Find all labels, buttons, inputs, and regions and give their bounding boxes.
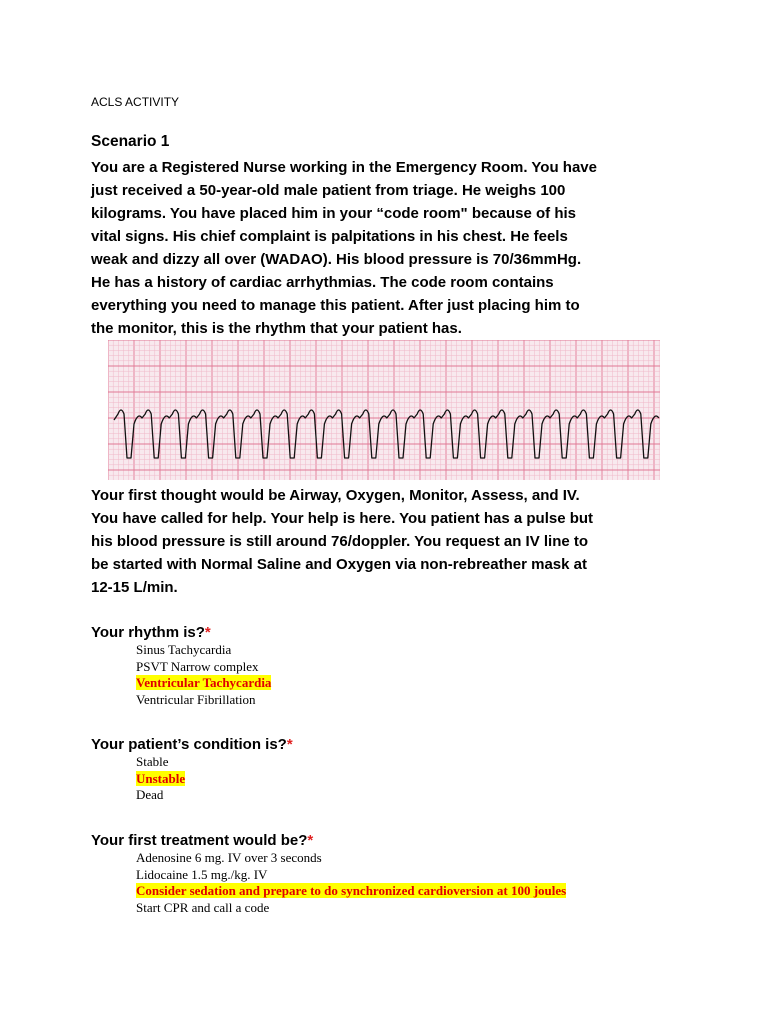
question-condition xyxy=(91,736,293,753)
answer-option[interactable]: Stable xyxy=(136,754,169,769)
followup-line: You have called for help. Your help is here. You patient has a pulse but xyxy=(91,510,594,527)
intro-line: You are a Registered Nurse working in the Emergency Room. You have xyxy=(91,159,597,176)
scenario-heading: Scenario 1 xyxy=(91,133,170,150)
question-text: Your rhythm is? xyxy=(91,624,205,641)
answer-option[interactable]: Sinus Tachycardia xyxy=(136,642,232,657)
scenario-followup xyxy=(91,484,691,599)
followup-line: his blood pressure is still around 76/doppler. You request an IV line to xyxy=(91,533,589,550)
ecg-rhythm-strip xyxy=(108,340,660,480)
answer-option[interactable]: Start CPR and call a code xyxy=(136,899,270,915)
document-title: ACLS ACTIVITY xyxy=(91,95,180,109)
answer-option[interactable]: Lidocaine 1.5 mg./kg. IV xyxy=(136,866,268,882)
ecg-trace-image xyxy=(108,340,660,480)
intro-line: the monitor, this is the rhythm that your patient has. xyxy=(91,320,462,337)
question-text: Your first treatment would be? xyxy=(91,832,308,849)
question-text: Your patient’s condition is? xyxy=(91,736,287,753)
answer-option-selected[interactable]: Unstable xyxy=(136,770,186,786)
intro-line: kilograms. You have placed him in your “code room" because of his xyxy=(91,205,577,222)
answer-option-selected[interactable]: Consider sedation and prepare to do synchronized cardioversion at 100 joules xyxy=(136,883,567,898)
intro-line: weak and dizzy all over (WADAO). His blood pressure is 70/36mmHg. xyxy=(91,251,582,268)
question-rhythm xyxy=(91,624,211,641)
intro-line: everything you need to manage this patient. After just placing him to xyxy=(91,297,580,314)
answer-option[interactable]: Ventricular Fibrillation xyxy=(136,691,256,707)
intro-line: just received a 50-year-old male patient from triage. He weighs 100 xyxy=(91,182,566,199)
intro-line: He has a history of cardiac arrhythmias. The code room contains xyxy=(91,274,554,291)
answer-option[interactable]: Dead xyxy=(136,787,164,802)
followup-line: be started with Normal Saline and Oxygen via non-rebreather mask at xyxy=(91,556,587,573)
required-asterisk: * xyxy=(307,832,314,849)
scenario-description xyxy=(91,156,691,340)
answer-option[interactable]: Adenosine 6 mg. IV over 3 seconds xyxy=(136,850,322,865)
followup-line: Your first thought would be Airway, Oxygen, Monitor, Assess, and IV. xyxy=(91,487,580,504)
condition-options xyxy=(136,754,185,804)
question-first-treatment xyxy=(91,832,313,849)
required-asterisk: * xyxy=(286,736,293,753)
treatment-options xyxy=(136,850,566,916)
required-asterisk: * xyxy=(204,624,211,641)
answer-option[interactable]: PSVT Narrow complex xyxy=(136,658,259,674)
followup-line: 12-15 L/min. xyxy=(91,579,178,596)
answer-option-selected[interactable]: Ventricular Tachycardia xyxy=(136,675,272,690)
rhythm-options xyxy=(136,642,271,708)
intro-line: vital signs. His chief complaint is palpitations in his chest. He feels xyxy=(91,228,568,245)
